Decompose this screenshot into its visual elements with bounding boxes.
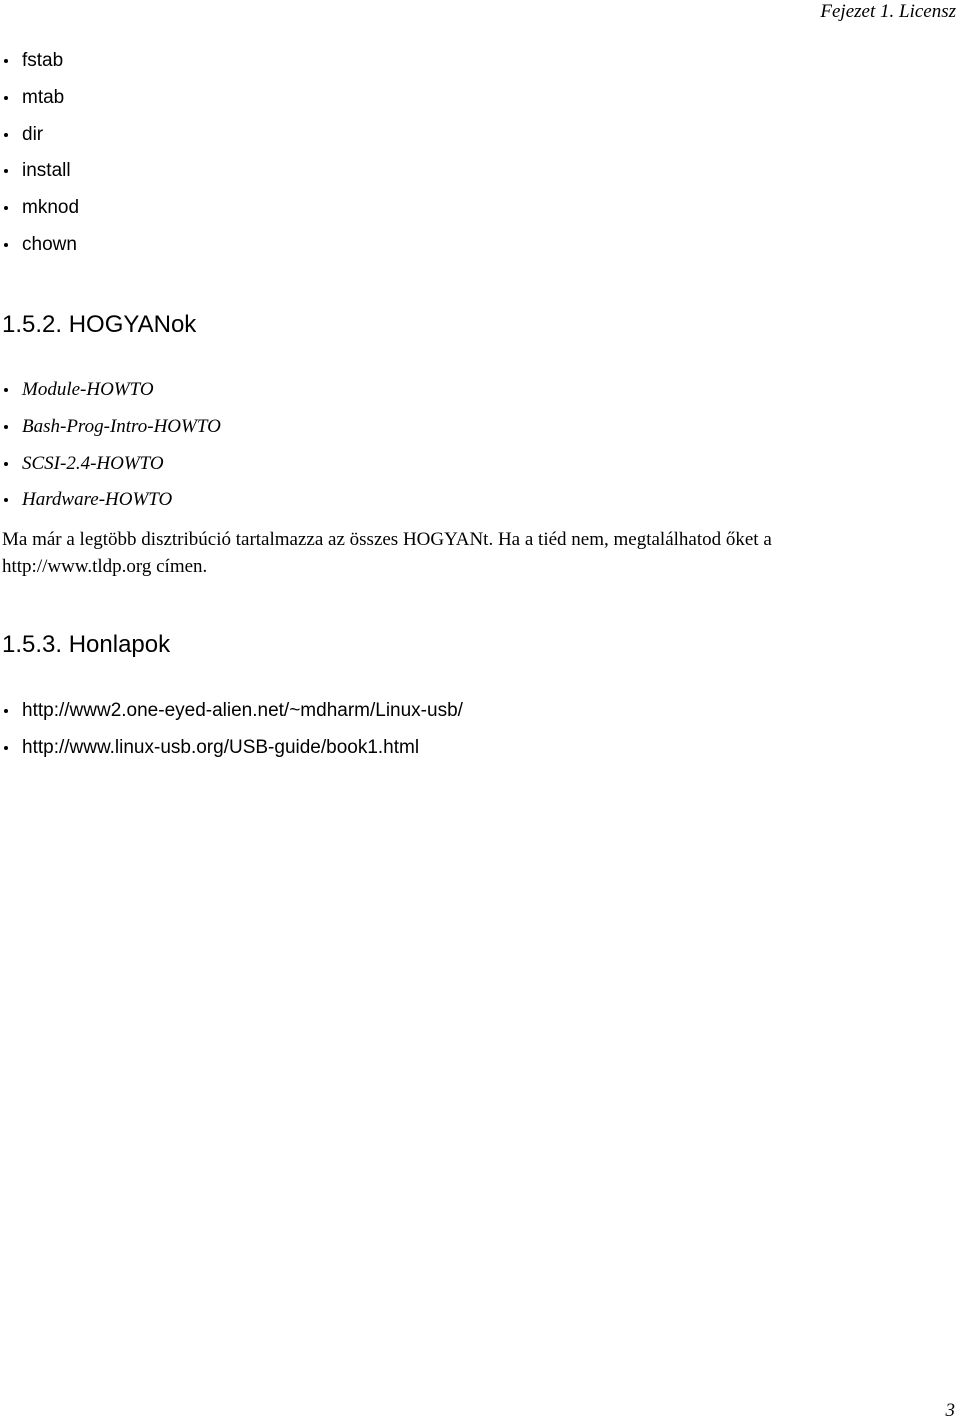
section-heading-howtos: 1.5.2. HOGYANok [2, 311, 197, 338]
bullet-icon [4, 96, 8, 100]
list-item-text: dir [22, 123, 44, 145]
howto-list [0, 379, 221, 526]
page-number: 3 [945, 1400, 955, 1421]
list-item-text: mknod [22, 197, 80, 219]
list-item-text: fstab [22, 50, 64, 71]
bullet-icon [4, 462, 8, 466]
list-item-text: Bash-Prog-Intro-HOWTO [22, 415, 221, 437]
list-item [0, 453, 221, 490]
bullet-icon [4, 498, 8, 502]
bullet-icon [4, 243, 8, 247]
howto-paragraph [2, 526, 952, 580]
paragraph-line: http://www.tldp.org címen. [2, 556, 208, 577]
bullet-icon [4, 388, 8, 392]
section-heading-homepages: 1.5.3. Honlapok [2, 631, 171, 658]
list-item-text: Hardware-HOWTO [22, 489, 173, 511]
list-item-text: http://www2.one-eyed-alien.net/~mdharm/Linux-usb/ [22, 700, 463, 721]
list-item [0, 489, 221, 526]
list-item-text: Module-HOWTO [22, 379, 154, 400]
running-header: Fejezet 1. Licensz [820, 1, 956, 22]
list-item [0, 50, 79, 87]
list-item [0, 197, 79, 234]
list-item-text: SCSI-2.4-HOWTO [22, 452, 164, 474]
homepage-list [0, 700, 463, 774]
bullet-icon [4, 133, 8, 137]
commands-list [0, 50, 79, 271]
list-item [0, 700, 463, 737]
list-item [0, 234, 79, 271]
bullet-icon [4, 746, 8, 750]
list-item-text: http://www.linux-usb.org/USB-guide/book1.html [22, 736, 420, 758]
bullet-icon [4, 169, 8, 173]
list-item [0, 160, 79, 197]
bullet-icon [4, 425, 8, 429]
list-item [0, 737, 463, 774]
list-item-text: install [22, 160, 71, 182]
list-item-text: chown [22, 233, 77, 255]
list-item [0, 87, 79, 124]
list-item [0, 124, 79, 161]
paragraph-line: Ma már a legtöbb disztribúció tartalmazza az összes HOGYANt. Ha a tiéd nem, megtalálhatod őket a [2, 529, 772, 550]
bullet-icon [4, 59, 8, 63]
list-item-text: mtab [22, 86, 65, 108]
bullet-icon [4, 709, 8, 713]
list-item [0, 416, 221, 453]
bullet-icon [4, 206, 8, 210]
list-item [0, 379, 221, 416]
